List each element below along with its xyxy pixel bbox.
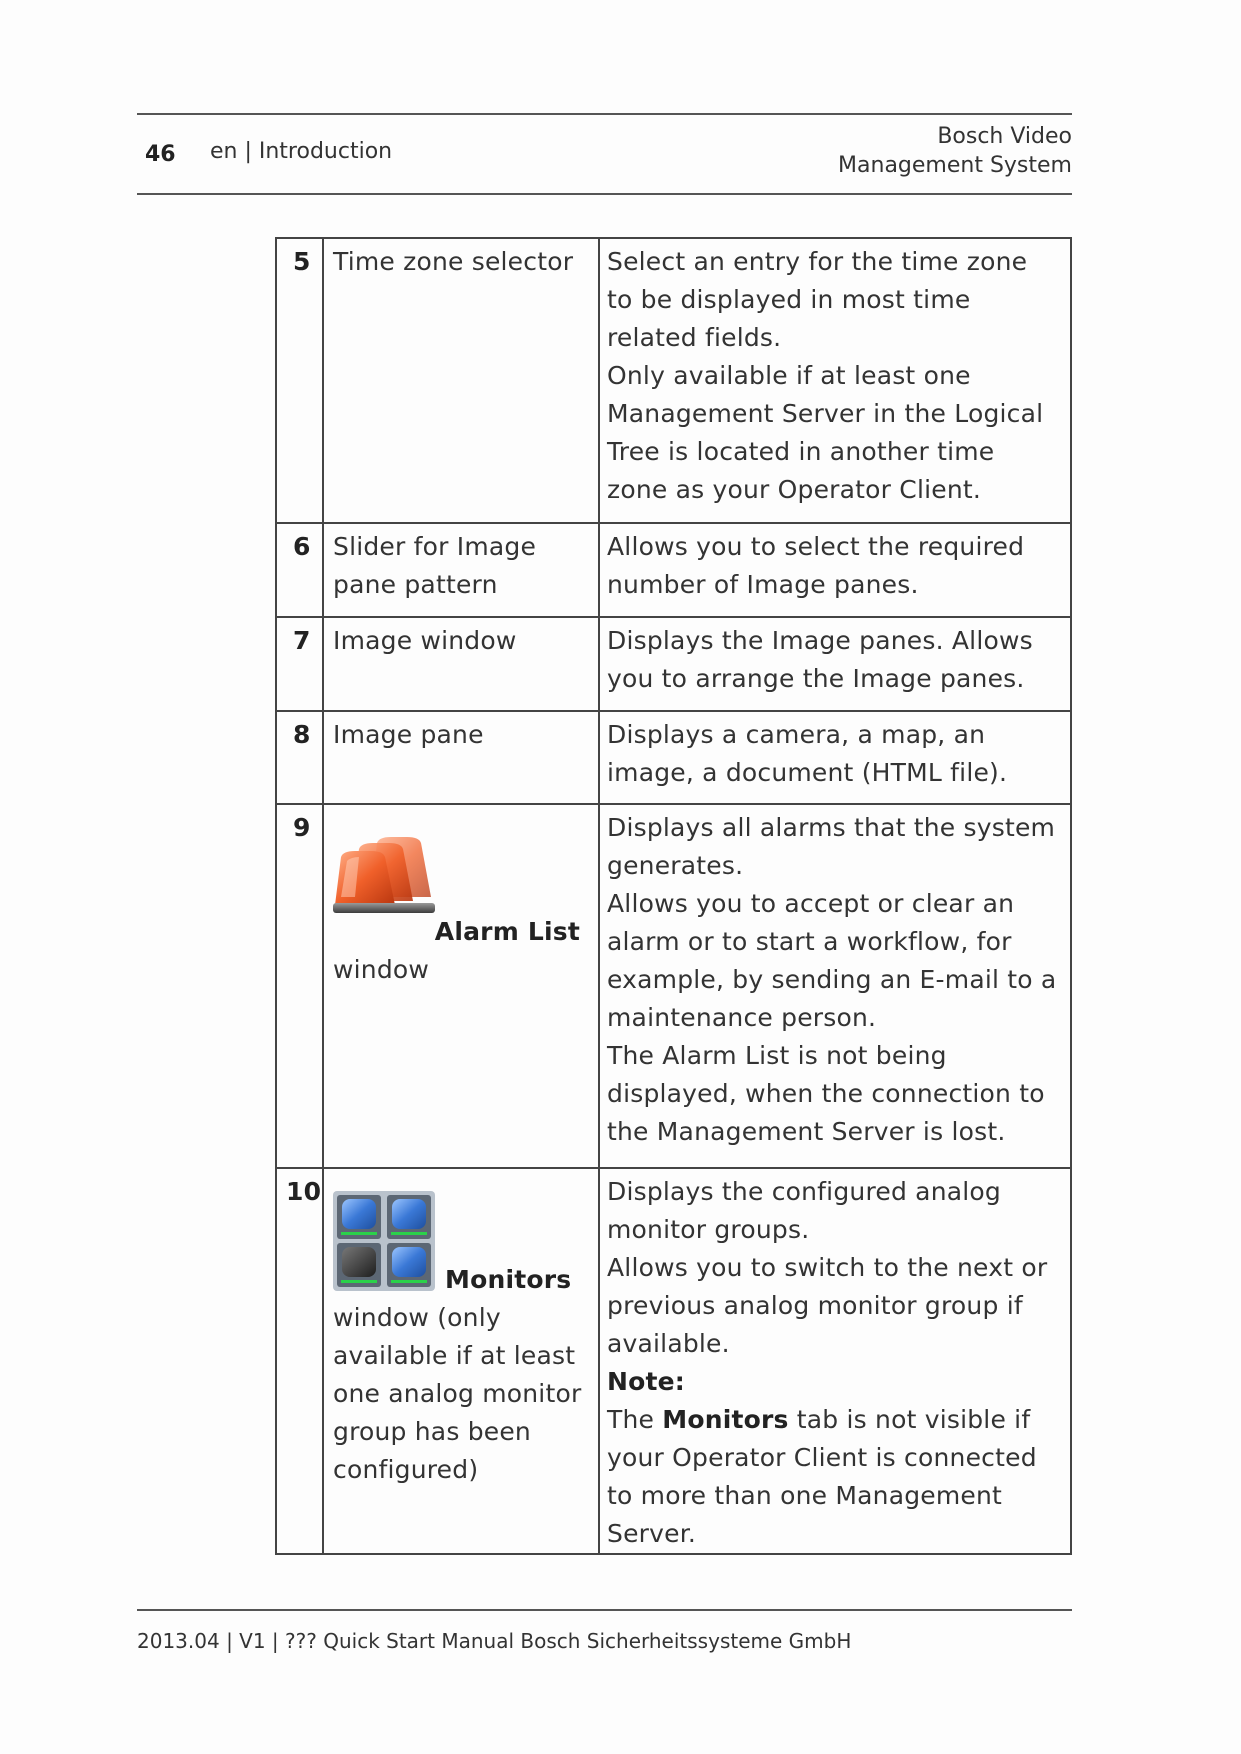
row-label: Slider for Image pane pattern [333,532,537,599]
description-paragraph: Allows you to select the required number of Image panes. [607,532,1025,599]
row-number-cell [276,523,323,617]
row-number-cell [276,1168,323,1554]
note-bold: Monitors [662,1405,789,1434]
footer-rule [137,1609,1072,1611]
table-row [276,238,1071,523]
row-description-cell [599,238,1071,523]
row-number-cell [276,711,323,804]
row-description-cell [599,1168,1071,1554]
row-label-cell [323,1168,599,1554]
row-label: window (only available if at least one analog monitor group has been configured) [333,1303,582,1484]
row-description-cell [599,711,1071,804]
note-heading: Note: [607,1367,686,1396]
row-label-bold: Alarm List [434,917,580,946]
table-row [276,617,1071,711]
row-label: Image pane [333,720,484,749]
table-row [276,523,1071,617]
table-row [276,804,1071,1168]
row-number: 5 [293,247,311,276]
row-number-cell [276,804,323,1168]
description-paragraph: Allows you to switch to the next or previous analog monitor group if available. [607,1253,1048,1358]
description-paragraph: Displays the Image panes. Allows you to arrange the Image panes. [607,626,1033,693]
description-paragraph: The Alarm List is not being displayed, when the connection to the Management Server is lost. [607,1041,1045,1146]
note-prefix: The [607,1405,655,1434]
row-description-cell [599,617,1071,711]
row-label-cell [323,238,599,523]
row-number: 9 [293,813,311,842]
table-row [276,711,1071,804]
row-number: 8 [293,720,311,749]
ui-elements-table [275,237,1072,1555]
row-description-cell [599,523,1071,617]
alarm-light-icon [324,805,598,919]
description-paragraph: Displays all alarms that the system generates. [607,813,1056,880]
description-paragraph: Select an entry for the time zone to be displayed in most time related fields. [607,247,1028,352]
product-name-line1: Bosch Video [937,124,1072,149]
product-name [838,122,1072,180]
row-label-cell [323,523,599,617]
row-number-cell [276,617,323,711]
row-label-bold: Monitors [445,1265,572,1294]
header-bottom-rule [137,193,1072,195]
note-suffix: tab is not visible if your Operator Client is connected to more than one Management Server. [607,1405,1037,1548]
page-number: 46 [145,142,176,167]
row-number: 10 [286,1177,322,1206]
note-text [607,1401,1060,1553]
description-paragraph: Displays a camera, a map, an image, a document (HTML file). [607,720,1008,787]
header-top-rule [137,113,1072,115]
row-label: Time zone selector [333,247,574,276]
row-number: 7 [293,626,311,655]
product-name-line2: Management System [838,153,1072,178]
row-description-cell [599,804,1071,1168]
row-number-cell [276,238,323,523]
footer-text: 2013.04 | V1 | ??? Quick Start Manual Bosch Sicherheitssysteme GmbH [137,1629,852,1653]
description-paragraph: Allows you to accept or clear an alarm or to start a workflow, for example, by sending an E-mail to a maintenance person. [607,889,1057,1032]
row-label: window [333,955,430,984]
row-label: Image window [333,626,517,655]
row-label-cell [323,804,599,1168]
row-number: 6 [293,532,311,561]
description-paragraph: Only available if at least one Management Server in the Logical Tree is located in another time zone as your Operator Client. [607,361,1044,504]
description-paragraph: Displays the configured analog monitor groups. [607,1177,1001,1244]
table-row [276,1168,1071,1554]
row-label-cell [323,617,599,711]
row-label-cell [323,711,599,804]
section-title: en | Introduction [210,139,393,164]
